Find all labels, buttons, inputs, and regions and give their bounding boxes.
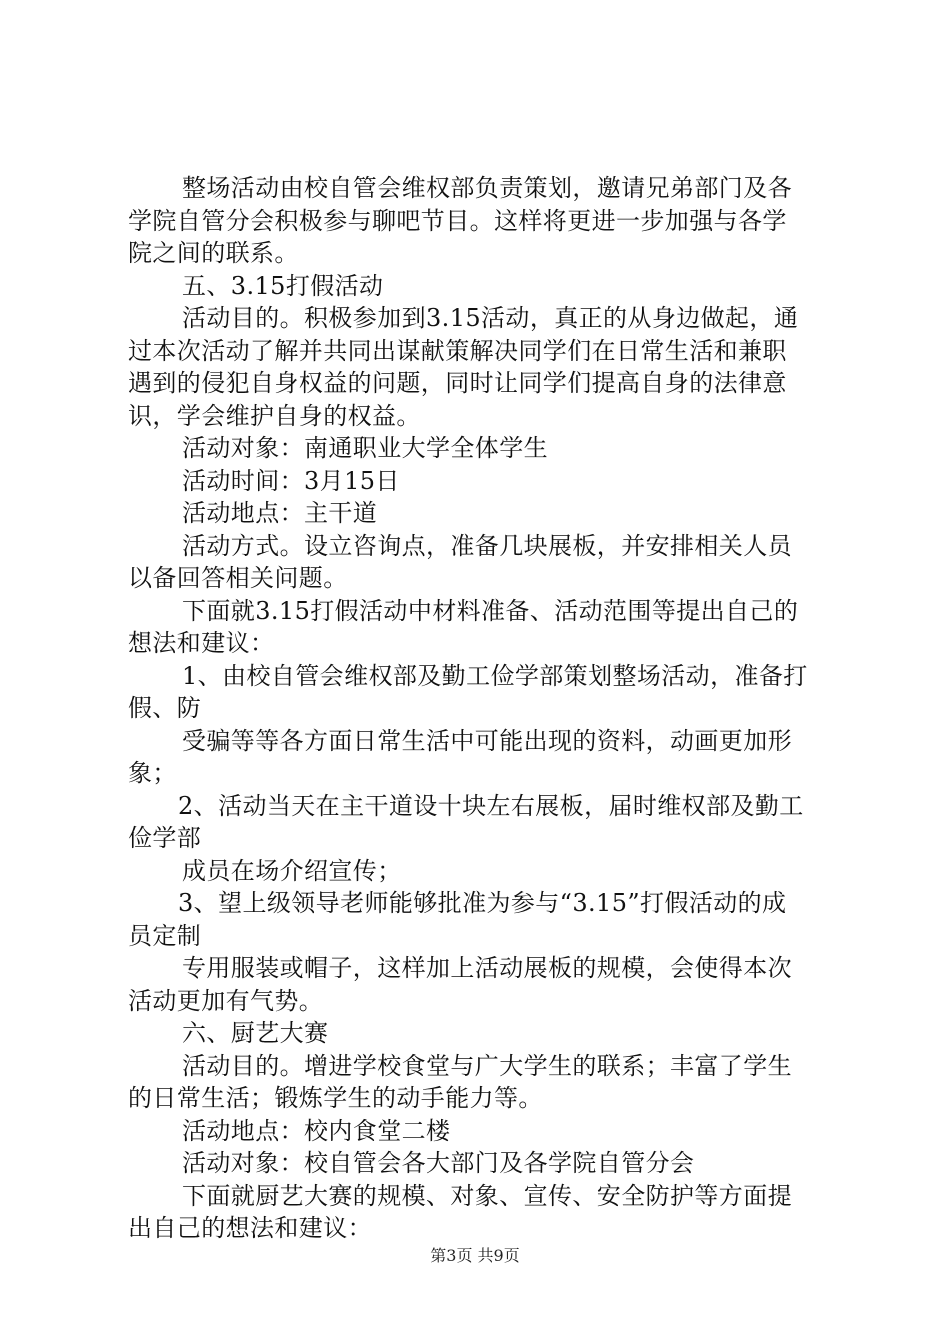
text-line: 活动时间：3月15日 <box>182 466 400 495</box>
document-body <box>128 172 838 1245</box>
text-line: 想法和建议： <box>128 629 275 657</box>
text-line: 活动目的。增进学校食堂与广大学生的联系；丰富了学生 <box>182 1051 792 1080</box>
text-line: 出自己的想法和建议： <box>128 1214 372 1242</box>
text-line: 活动更加有气势。 <box>128 986 324 1015</box>
text-line: 活动方式。设立咨询点，准备几块展板，并安排相关人员 <box>182 531 792 560</box>
text-line: 活动地点：校内食堂二楼 <box>182 1116 451 1145</box>
page-footer: 第3页 共9页 <box>430 1246 520 1265</box>
text-line: 3、望上级领导老师能够批准为参与“3.15”打假活动的成 <box>178 889 787 917</box>
text-line: 活动对象：南通职业大学全体学生 <box>182 434 548 462</box>
text-line: 1、由校自管会维权部及勤工俭学部策划整场活动，准备打 <box>182 661 808 690</box>
text-line: 遇到的侵犯自身权益的问题，同时让同学们提高自身的法律意 <box>128 369 787 397</box>
text-line: 假、防 <box>128 694 202 722</box>
text-line: 员定制 <box>128 921 202 950</box>
text-line: 以备回答相关问题。 <box>128 564 348 592</box>
text-line: 2、活动当天在主干道设十块左右展板，届时维权部及勤工 <box>178 791 804 820</box>
text-line: 过本次活动了解并共同出谋献策解决同学们在日常生活和兼职 <box>128 336 787 365</box>
text-line: 下面就厨艺大赛的规模、对象、宣传、安全防护等方面提 <box>182 1181 792 1210</box>
text-line: 受骗等等各方面日常生活中可能出现的资料，动画更加形 <box>182 726 792 755</box>
text-line: 成员在场介绍宣传； <box>182 856 402 885</box>
text-line: 六、厨艺大赛 <box>182 1019 329 1047</box>
text-line: 五、3.15打假活动 <box>182 271 384 300</box>
text-line: 整场活动由校自管会维权部负责策划，邀请兄弟部门及各 <box>182 174 792 202</box>
text-line: 活动地点：主干道 <box>182 499 378 527</box>
text-line: 学院自管分会积极参与聊吧节目。这样将更进一步加强与各学 <box>128 206 787 235</box>
text-line: 的日常生活；锻炼学生的动手能力等。 <box>128 1084 543 1112</box>
text-line: 专用服装或帽子，这样加上活动展板的规模，会使得本次 <box>182 954 792 982</box>
text-line: 俭学部 <box>128 824 202 852</box>
text-line: 活动对象：校自管会各大部门及各学院自管分会 <box>182 1149 695 1177</box>
text-line: 识，学会维护自身的权益。 <box>128 401 421 430</box>
text-line: 活动目的。积极参加到3.15活动，真正的从身边做起，通 <box>182 304 799 332</box>
text-line: 下面就3.15打假活动中材料准备、活动范围等提出自己的 <box>182 596 799 625</box>
text-line: 院之间的联系。 <box>128 239 299 267</box>
text-line: 象； <box>128 759 177 787</box>
